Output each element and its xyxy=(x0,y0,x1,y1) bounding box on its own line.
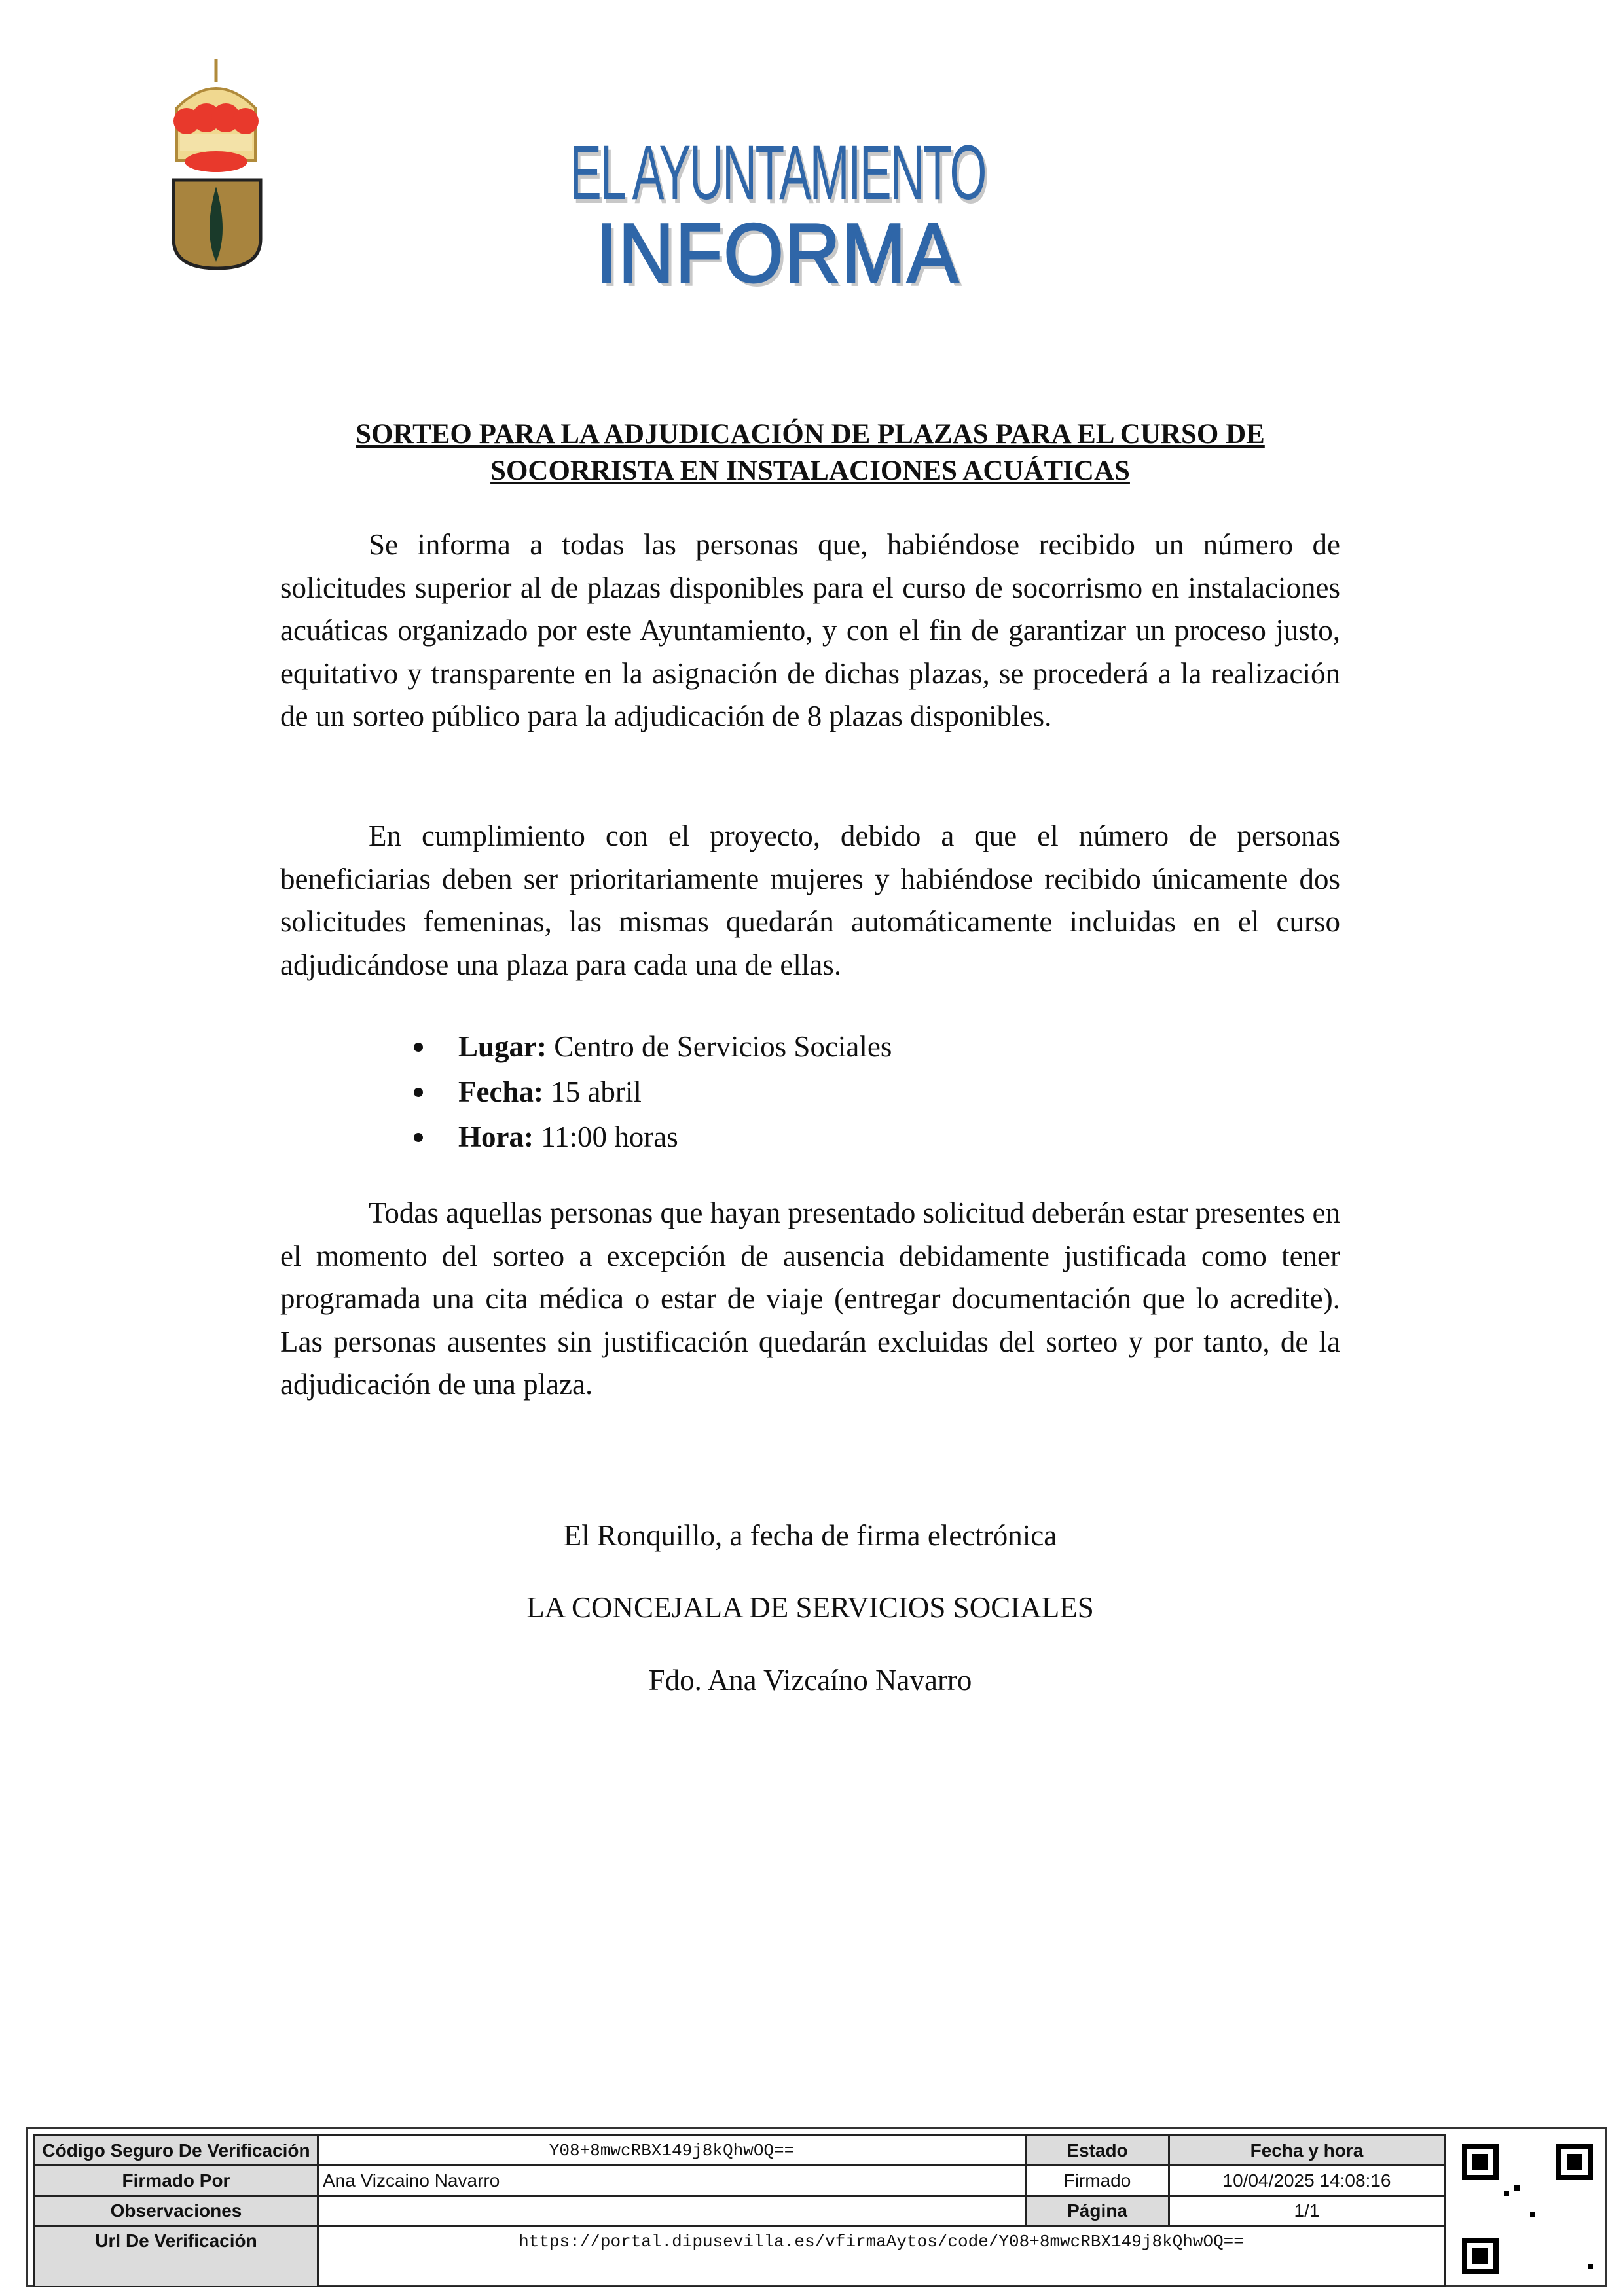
observaciones-value xyxy=(318,2196,1026,2226)
estado-value: Firmado xyxy=(1026,2166,1169,2196)
paragraph-3: Todas aquellas personas que hayan presentado solicitud deberán estar presentes en el momento del sorteo a excepción de ausencia debidamente justificada como tener programada una cita médica o estar de viaje (entregar documentación que lo acredite). Las personas ausentes sin justificación quedarán excluidas del sorteo y por tanto, de la adjudicación de una plaza. xyxy=(280,1196,1340,1401)
pagina-value: 1/1 xyxy=(1169,2196,1445,2226)
signer-name: Fdo. Ana Vizcaíno Navarro xyxy=(648,1664,972,1696)
firmado-label: Firmado Por xyxy=(35,2166,318,2196)
fecha-label: Fecha y hora xyxy=(1169,2136,1445,2166)
qr-code-icon xyxy=(1462,2144,1593,2274)
verification-table xyxy=(33,2134,1446,2287)
csv-value: Y08+8mwcRBX149j8kQhwOQ== xyxy=(318,2136,1026,2166)
firmado-value: Ana Vizcaino Navarro xyxy=(318,2166,1026,2196)
fecha-value: 10/04/2025 14:08:16 xyxy=(1169,2166,1445,2196)
paragraph-1: Se informa a todas las personas que, habiéndose recibido un número de solicitudes superior al de plazas disponibles para el curso de socorrismo en instalaciones acuáticas organizado por este Ayuntamiento, y con el fin de garantizar un proceso justo, equitativo y transparente en la asignación de dichas plazas, se procederá a la realización de un sorteo público para la adjudicación de 8 plazas disponibles. xyxy=(280,528,1340,732)
paragraph-2: En cumplimiento con el proyecto, debido a que el número de personas beneficiarias deben ser prioritariamente mujeres y habiéndose recibido únicamente dos solicitudes femeninas, las mismas quedarán automáticamente incluidas en el curso adjudicándose una plaza para cada una de ellas. xyxy=(280,819,1340,981)
pagina-label: Página xyxy=(1026,2196,1169,2226)
estado-label: Estado xyxy=(1026,2136,1169,2166)
signature-verification-box xyxy=(26,2127,1607,2287)
coat-of-arms-logo xyxy=(164,56,268,275)
detail-hora: Hora: 11:00 horas xyxy=(406,1115,892,1160)
logo-line-1: EL AYUNTAMIENTO xyxy=(570,130,985,216)
csv-label: Código Seguro De Verificación xyxy=(35,2136,318,2166)
place-date: El Ronquillo, a fecha de firma electrónica xyxy=(563,1519,1057,1552)
url-value[interactable]: https://portal.dipusevilla.es/vfirmaAytos/code/Y08+8mwcRBX149j8kQhwOQ== xyxy=(318,2226,1445,2287)
detail-fecha: Fecha: 15 abril xyxy=(406,1069,892,1115)
ayuntamiento-informa-logo xyxy=(570,130,1093,300)
logo-line-2: INFORMA xyxy=(596,207,960,300)
document-title: SORTEO PARA LA ADJUDICACIÓN DE PLAZAS PARA EL CURSO DE SOCORRISTA EN INSTALACIONES ACUÁTICAS xyxy=(356,419,1265,486)
details-list xyxy=(406,1024,892,1160)
observaciones-label: Observaciones xyxy=(35,2196,318,2226)
signer-role: LA CONCEJALA DE SERVICIOS SOCIALES xyxy=(526,1591,1094,1624)
url-label: Url De Verificación xyxy=(35,2226,318,2287)
detail-lugar: Lugar: Centro de Servicios Sociales xyxy=(406,1024,892,1069)
